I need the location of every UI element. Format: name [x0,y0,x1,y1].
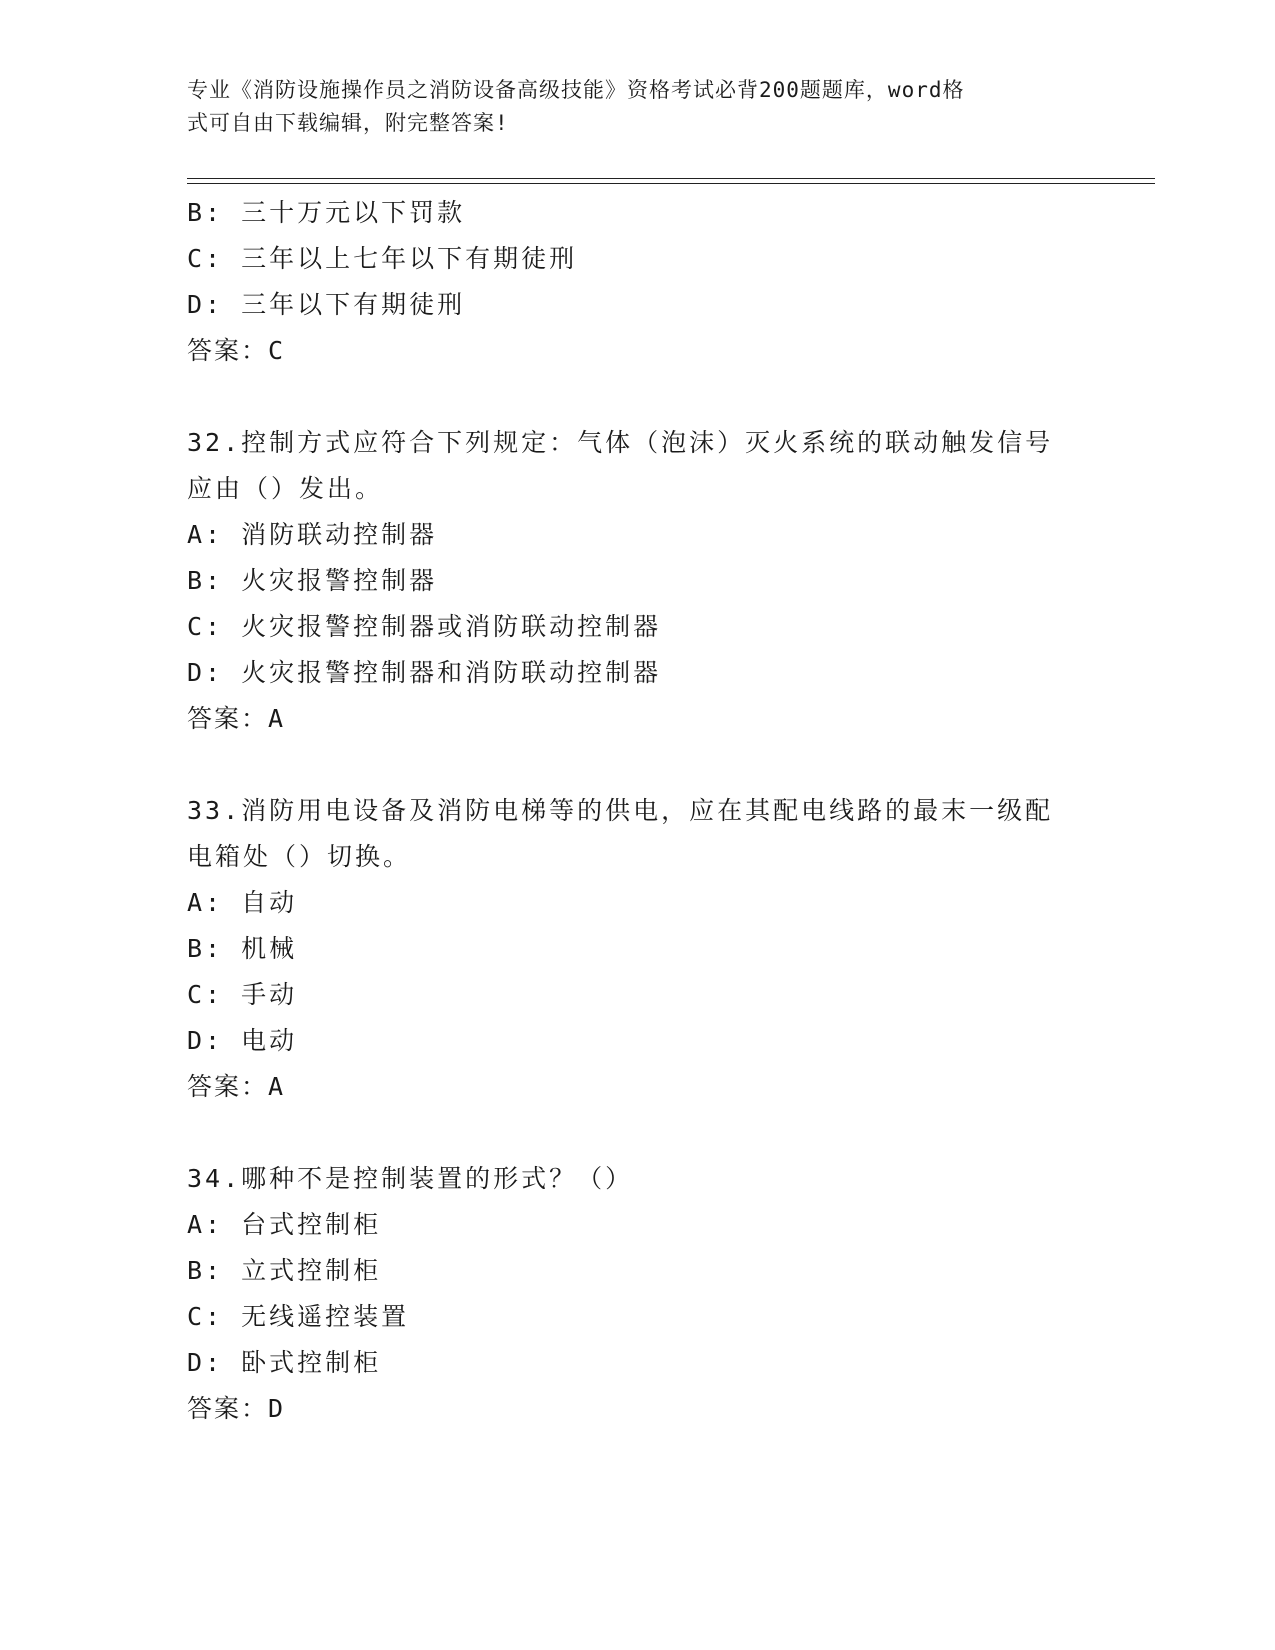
question-text-line-2: 电箱处（）切换。 [187,842,412,871]
question-34 [187,1156,1087,1432]
option-d: D: 电动 [187,1026,298,1055]
question-text-line-1: 32.控制方式应符合下列规定：气体（泡沫）灭火系统的联动触发信号 [187,428,1054,457]
option-c: C: 无线遥控装置 [187,1302,410,1331]
option-a: A: 台式控制柜 [187,1210,382,1239]
document-header [187,74,1087,140]
question-33 [187,788,1087,1110]
answer: 答案：A [187,704,286,733]
header-line-2: 式可自由下载编辑，附完整答案! [187,111,509,135]
option-a: A: 自动 [187,888,298,917]
answer: 答案：A [187,1072,286,1101]
option-c: C: 手动 [187,980,298,1009]
header-divider-top [187,178,1155,179]
option-b: B: 立式控制柜 [187,1256,382,1285]
option-b: B: 三十万元以下罚款 [187,198,466,227]
option-a: A: 消防联动控制器 [187,520,438,549]
option-d: D: 火灾报警控制器和消防联动控制器 [187,658,662,687]
option-b: B: 机械 [187,934,298,963]
option-c: C: 三年以上七年以下有期徒刑 [187,244,578,273]
question-text-line-1: 34.哪种不是控制装置的形式？（） [187,1164,634,1193]
question-31-continued [187,190,1087,374]
header-line-1: 专业《消防设施操作员之消防设备高级技能》资格考试必背200题题库，word格 [187,78,965,102]
question-list [187,190,1087,1432]
option-d: D: 三年以下有期徒刑 [187,290,466,319]
question-32 [187,420,1087,742]
question-text-line-2: 应由（）发出。 [187,474,384,503]
header-divider-bottom [187,183,1155,184]
option-c: C: 火灾报警控制器或消防联动控制器 [187,612,662,641]
option-d: D: 卧式控制柜 [187,1348,382,1377]
question-text-line-1: 33.消防用电设备及消防电梯等的供电，应在其配电线路的最末一级配 [187,796,1054,825]
answer: 答案：D [187,1394,286,1423]
answer: 答案：C [187,336,286,365]
option-b: B: 火灾报警控制器 [187,566,438,595]
